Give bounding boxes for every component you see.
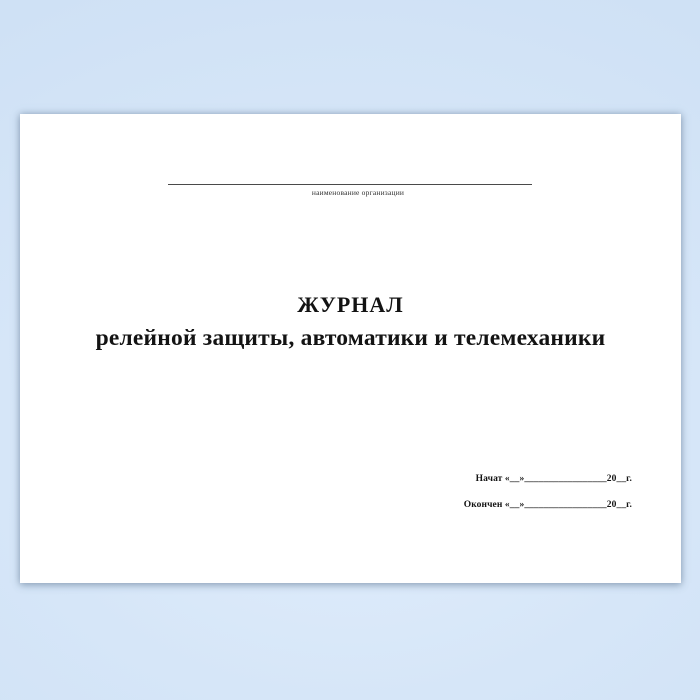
finished-date-line: Окончен «__»_________________20__г.	[463, 499, 632, 510]
organization-name-blank-line	[168, 184, 532, 185]
journal-cover-sheet	[20, 114, 681, 583]
started-date-line: Начат «__»_________________20__г.	[475, 474, 632, 484]
organization-name-caption: наименование организации	[311, 188, 405, 197]
journal-title-subject: релейной защиты, автоматики и телемеханики	[95, 325, 606, 351]
date-fill-in-block	[464, 467, 632, 518]
journal-title-word: ЖУРНАЛ	[297, 292, 404, 317]
journal-title	[20, 290, 681, 356]
